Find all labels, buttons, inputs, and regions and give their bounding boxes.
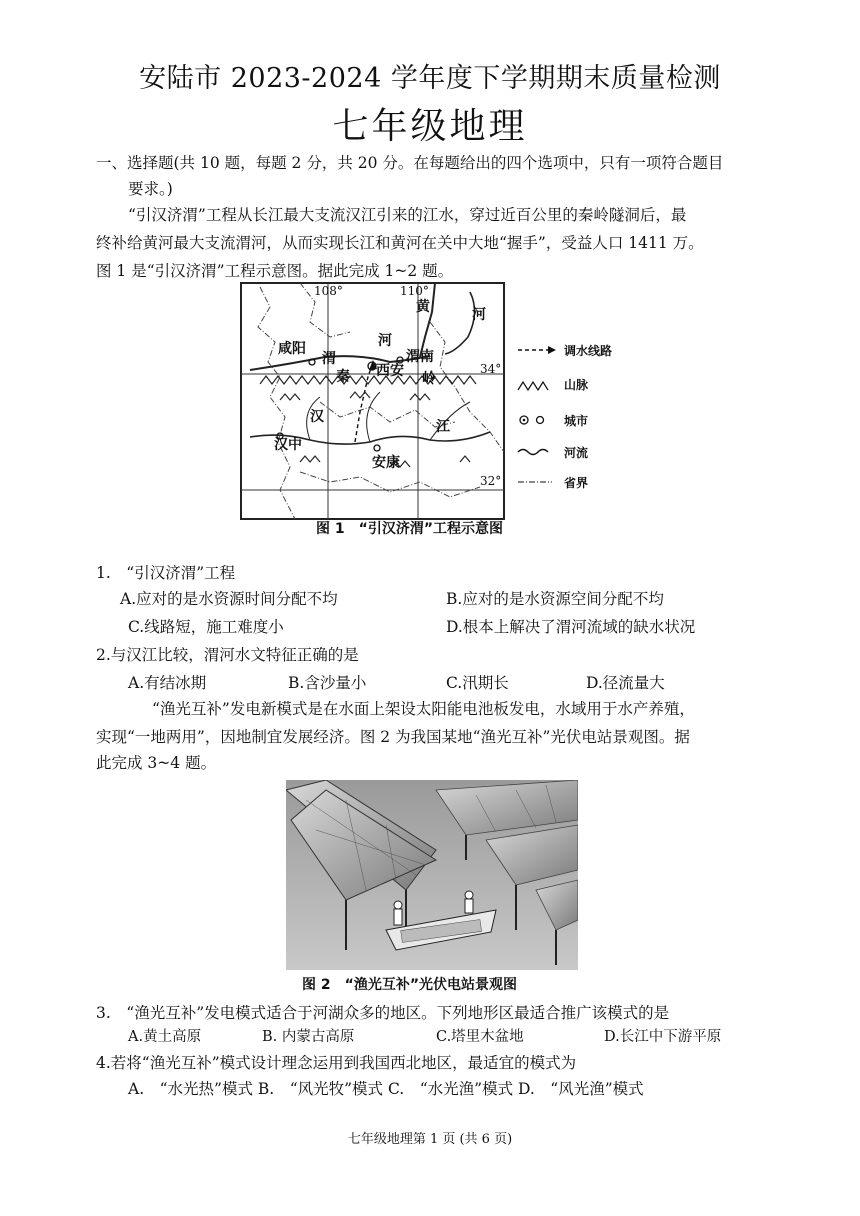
- map-drawing: [240, 282, 505, 522]
- passage2-line: “渔光互补”发电新模式是在水面上架设太阳能电池板发电，水域用于水产养殖，: [152, 700, 695, 718]
- q3-option-d: D.长江中下游平原: [604, 1029, 722, 1045]
- question-3-stem: 3. “渔光互补”发电模式适合于河湖众多的地区。下列地形区最适合推广该模式的是: [96, 1004, 670, 1022]
- legend-river: 河流: [564, 446, 589, 460]
- legend-city: 城市: [564, 414, 589, 428]
- legend-mountain: 山脉: [564, 378, 589, 392]
- solar-photo: [286, 780, 578, 970]
- map-label-wei: 渭: [322, 351, 336, 367]
- q2-option-b: B.含沙量小: [288, 674, 367, 692]
- map-label-weinan: 渭南: [406, 349, 434, 365]
- map-label-xian: 西安: [376, 363, 404, 379]
- section-heading: 一、选择题(共 10 题，每题 2 分，共 20 分。在每题给出的四个选项中，只有一项符合题目: [96, 154, 724, 172]
- q3-option-a: A.黄土高原: [128, 1029, 202, 1045]
- lat-32-label: 32°: [480, 474, 502, 488]
- map-label-xianyang: 咸阳: [278, 341, 306, 357]
- map-label-huang: 黄: [416, 299, 430, 315]
- map-label-han: 汉: [310, 409, 324, 425]
- solar-photo-drawing: [286, 780, 578, 970]
- figure1-caption: 图 1 “引汉济渭”工程示意图: [316, 521, 504, 537]
- exam-title: 安陆市 2023-2024 学年度下学期期末质量检测: [139, 63, 721, 94]
- map-label-ankang: 安康: [372, 455, 400, 471]
- legend-route: 调水线路: [564, 344, 613, 358]
- passage1-line: 终补给黄河最大支流渭河，从而实现长江和黄河在关中大地“握手”，受益人口 1411 万。: [96, 234, 704, 252]
- map-figure: [240, 282, 505, 522]
- legend-border: 省界: [564, 476, 589, 490]
- passage2-line: 实现“一地两用”，因地制宜发展经济。图 2 为我国某地“渔光互补”光伏电站景观图。据: [96, 728, 690, 746]
- page-footer: 七年级地理第 1 页 (共 6 页): [347, 1132, 513, 1147]
- map-label-he: 河: [472, 307, 486, 323]
- q2-option-d: D.径流量大: [586, 674, 665, 692]
- question-2-stem: 2.与汉江比较，渭河水文特征正确的是: [96, 646, 359, 664]
- map-label-he: 河: [378, 333, 392, 349]
- q4-options: A. “水光热”模式 B. “风光牧”模式 C. “水光渔”模式 D. “风光渔”模式: [128, 1080, 644, 1098]
- passage2-line: 此完成 3~4 题。: [96, 754, 217, 772]
- passage1-line: “引汉济渭”工程从长江最大支流汉江引来的江水，穿过近百公里的秦岭隧洞后，最: [128, 206, 687, 224]
- figure2-caption: 图 2 “渔光互补”光伏电站景观图: [302, 977, 518, 993]
- q1-option-d: D.根本上解决了渭河流域的缺水状况: [446, 618, 696, 636]
- map-legend: [516, 340, 636, 500]
- q2-option-a: A.有结冰期: [128, 674, 207, 692]
- q3-option-b: B. 内蒙古高原: [262, 1029, 355, 1045]
- q1-option-a: A.应对的是水资源时间分配不均: [120, 590, 338, 608]
- passage1-line: 图 1 是“引汉济渭”工程示意图。据此完成 1~2 题。: [96, 262, 454, 280]
- q3-option-c: C.塔里木盆地: [436, 1029, 524, 1045]
- lon-110-label: 110°: [400, 284, 429, 298]
- lat-34-label: 34°: [480, 362, 502, 376]
- map-label-ling: 岭: [422, 371, 436, 387]
- question-1-stem: 1. “引汉济渭”工程: [96, 564, 236, 582]
- lon-108-label: 108°: [314, 284, 343, 298]
- map-label-hanzhong: 汉中: [274, 437, 302, 453]
- subject-title: 七年级地理: [332, 106, 528, 147]
- q2-option-c: C.汛期长: [446, 674, 509, 692]
- q1-option-c: C.线路短，施工难度小: [128, 618, 284, 636]
- section-heading-cont: 要求。): [128, 180, 173, 198]
- legend-symbols: [516, 340, 566, 500]
- map-label-qin: 秦: [336, 369, 350, 385]
- q1-option-b: B.应对的是水资源空间分配不均: [446, 590, 664, 608]
- question-4-stem: 4.若将“渔光互补”模式设计理念运用到我国西北地区，最适宜的模式为: [96, 1054, 577, 1072]
- map-label-jiang: 江: [436, 419, 450, 435]
